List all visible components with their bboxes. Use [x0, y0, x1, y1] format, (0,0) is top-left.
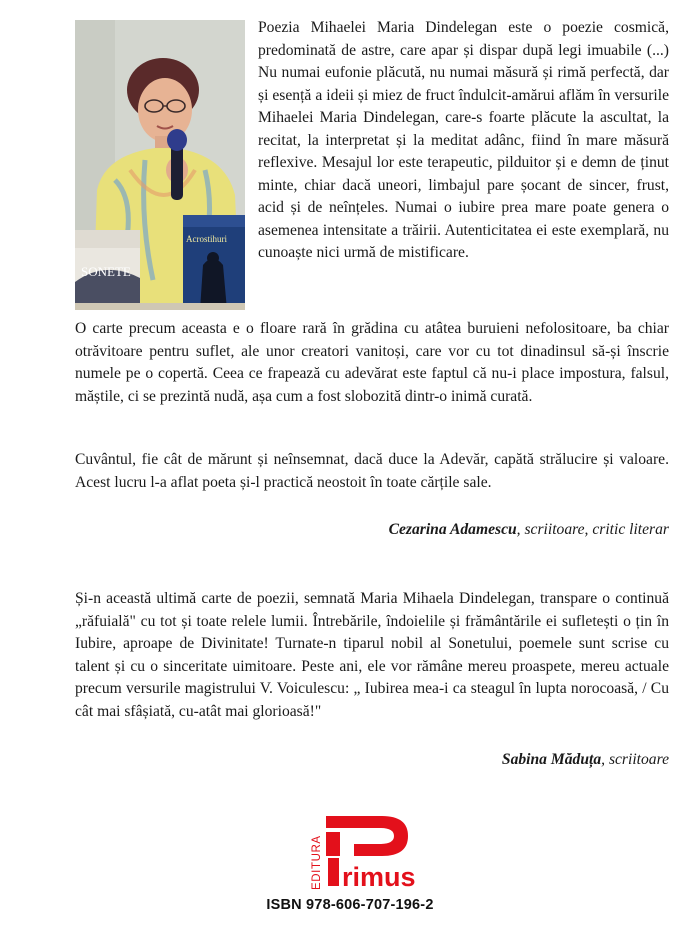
- logo-name: rimus: [342, 862, 416, 892]
- author-photo: [75, 20, 245, 310]
- body-paragraph: Cuvântul, fie cât de mărunt și neînsemnat, dacă duce la Adevăr, capătă strălucire și valoare. Acest lucru l-a aflat poeta și-l practică neostoit în toate cărțile sale.: [75, 451, 669, 491]
- signature-cezarina: [389, 519, 669, 541]
- signature-role: , scriitoare, critic literar: [516, 521, 669, 538]
- publisher-logo: [270, 812, 430, 892]
- author-photo-illustration: [75, 20, 245, 310]
- signature-role: , scriitoare: [601, 751, 669, 768]
- body-paragraph: O carte precum aceasta e o floare rară în grădina cu atâtea buruieni nefolositoare, ba chiar otrăvitoare pentru suflet, ale unor creatori vanitoși, care vor cu tot dinadinsul să-și înscrie numele pe o copertă. Ceea ce frapează cu adevărat este faptul că nu-i place impostura, falsul, măștile, ci se prezintă nudă, așa cum a fost slobozită dintr-o inimă curată.: [75, 320, 669, 405]
- signature-sabina: [502, 749, 669, 771]
- book-right-title: Acrostihuri: [186, 234, 227, 244]
- signature-name: Cezarina Adamescu: [388, 521, 517, 538]
- isbn-label: ISBN 978-606-707-196-2: [266, 897, 434, 913]
- book-left-title: SONETE: [81, 264, 131, 279]
- body-paragraph: Și-n această ultimă carte de poezii, semnată Maria Mihaela Dindelegan, transpare o continuă „răfuială" cu tot și toate relele lumii. Întrebările, îndoielile și frământările ei sufletești o țin în Iubire, aproape de Divinitate! Turnate-n tiparul nobil al Sonetului, poemele sunt scrise cu talent și cu o sinceritate uimitoare. Peste ani, ele vor rămâne mereu proaspete, mereu actuale precum versurile magistrului V. Voiculescu: „ Iubirea mea-i ca steagul în lupta norocoasă, / Cu cât mai sfâșiată, cu-atât mai glorioasă!": [75, 590, 669, 720]
- logo-vertical-text: EDITURA: [311, 835, 323, 890]
- publisher-logo-icon: [270, 812, 430, 892]
- signature-name: Sabina Măduța: [501, 751, 602, 768]
- intro-paragraph: Poezia Mihaelei Maria Dindelegan este o poezie cosmică, predominată de astre, care apar și dispar după legi imuabile (...) Nu numai eufonie plăcută, nu numai măsură și rimă perfectă, dar și esență a ideii și miez de fruct îndulcit-amărui aflăm în versurile Mihaelei Maria Dindelegan, care-s foarte plăcute la ascultat, la recitat, la interpretat și la meditat adânc, fiind în mare măsură reflexive. Mesajul lor este terapeutic, pilduitor și e demn de ținut minte, chiar dacă uneori, limbajul pare șocant de sincer, frust, acid și de neînțeles. Numai o iubire prea mare poate genera o asemenea intensitate a trăirii. Autenticitatea ei este exemplară, nu cunoaște nici urmă de mistificare.: [258, 19, 669, 261]
